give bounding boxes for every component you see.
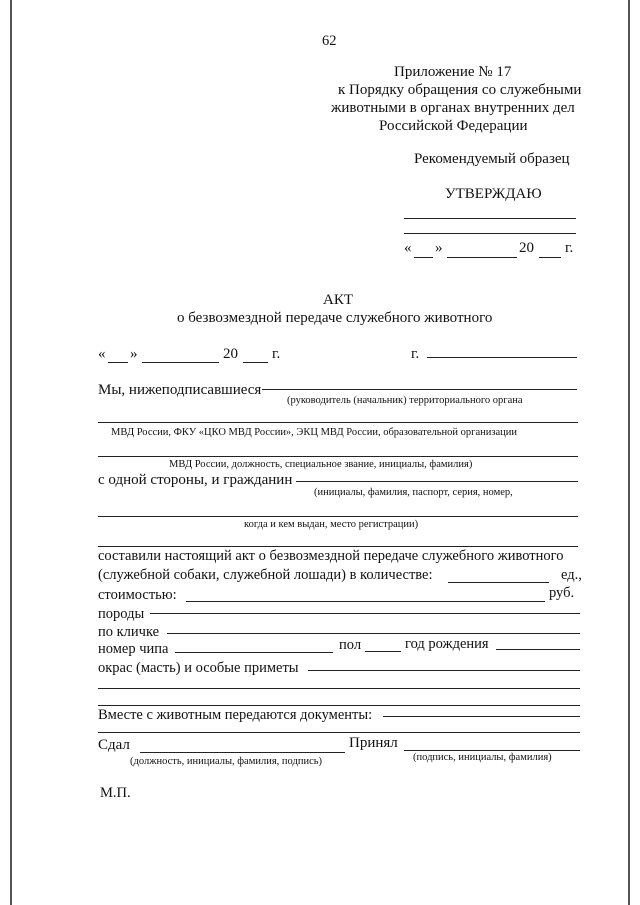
color-line (308, 670, 580, 671)
hint-position: МВД России, должность, специальное звание, инициалы, фамилия) (169, 459, 473, 470)
approve-year-suffix: г. (565, 240, 574, 256)
hint-citizen: (инициалы, фамилия, паспорт, серия, номер, (314, 487, 513, 498)
hint-handed: (должность, инициалы, фамилия, подпись) (130, 756, 323, 767)
passport-line (98, 516, 578, 517)
act-city-prefix: г. (411, 346, 420, 362)
page-number: 62 (322, 33, 337, 49)
birth-year-line (496, 649, 580, 650)
page-left-edge (10, 0, 12, 905)
we-line (262, 389, 577, 390)
approve-year-prefix: 20 (519, 240, 534, 256)
birth-year-label: год рождения (405, 636, 489, 652)
we-label: Мы, нижеподписавшиеся (98, 382, 262, 398)
compiled-line-1: составили настоящий акт о безвозмездной передаче служебного животного (98, 548, 564, 564)
compiled-line-2: (служебной собаки, служебной лошади) в количестве: (98, 567, 433, 583)
breed-line (150, 613, 580, 614)
approve-date-close-quote: » (435, 240, 443, 256)
hint-issued: когда и кем выдан, место регистрации) (244, 519, 419, 530)
act-day-line (108, 362, 128, 363)
act-date-open-quote: « (98, 346, 106, 362)
act-year-prefix: 20 (223, 346, 238, 362)
act-subtitle: о безвозмездной передаче служебного животного (177, 310, 493, 326)
nickname-label: по кличке (98, 624, 160, 640)
color-label: окрас (масть) и особые приметы (98, 660, 299, 676)
position-line (98, 456, 578, 457)
cost-label: стоимостью: (98, 587, 177, 603)
act-year-suffix: г. (272, 346, 281, 362)
act-city-line (427, 357, 577, 358)
documents-line-2 (98, 732, 580, 733)
approve-name-line (404, 233, 576, 234)
recommended-sample: Рекомендуемый образец (414, 151, 570, 167)
approve-month-line (447, 257, 517, 258)
citizen-line (296, 481, 578, 482)
page-right-edge (628, 0, 630, 905)
approve-day-line (414, 257, 433, 258)
sex-label: пол (339, 637, 362, 653)
documents-line (383, 716, 580, 717)
marks-line-1 (98, 688, 580, 689)
appendix-line-4: Российской Федерации (379, 118, 528, 134)
organization-line (98, 422, 578, 423)
handed-line (140, 752, 345, 753)
appendix-line-3: животными в органах внутренних дел (331, 100, 575, 116)
nickname-line (167, 633, 580, 634)
appendix-line-1: Приложение № 17 (394, 64, 512, 80)
registration-line (98, 546, 578, 547)
act-year-line (243, 362, 268, 363)
act-month-line (142, 362, 219, 363)
chip-label: номер чипа (98, 641, 169, 657)
accepted-label: Принял (349, 735, 398, 751)
cost-line (186, 601, 545, 602)
approve-year-line (539, 257, 561, 258)
marks-line-2 (98, 705, 580, 706)
hint-head: (руководитель (начальник) территориального органа (287, 395, 523, 406)
approve-date-open-quote: « (404, 240, 412, 256)
seal-label: М.П. (100, 785, 131, 801)
documents-label: Вместе с животным передаются документы: (98, 707, 373, 723)
handed-label: Сдал (98, 737, 130, 753)
act-date-close-quote: » (130, 346, 138, 362)
breed-label: породы (98, 606, 145, 622)
approve-heading: УТВЕРЖДАЮ (445, 186, 542, 202)
one-side-label: с одной стороны, и гражданин (98, 472, 293, 488)
unit-label: ед., (561, 567, 582, 583)
hint-organization: МВД России, ФКУ «ЦКО МВД России», ЭКЦ МВД России, образовательной организации (111, 427, 518, 438)
appendix-line-2: к Порядку обращения со служебными (338, 82, 582, 98)
chip-line (175, 652, 333, 653)
rub-label: руб. (549, 585, 575, 601)
approve-signature-line (404, 218, 576, 219)
quantity-line (448, 582, 549, 583)
act-title: АКТ (323, 292, 353, 308)
hint-accepted: (подпись, инициалы, фамилия) (413, 752, 552, 763)
accepted-line (404, 750, 580, 751)
sex-line (365, 651, 401, 652)
